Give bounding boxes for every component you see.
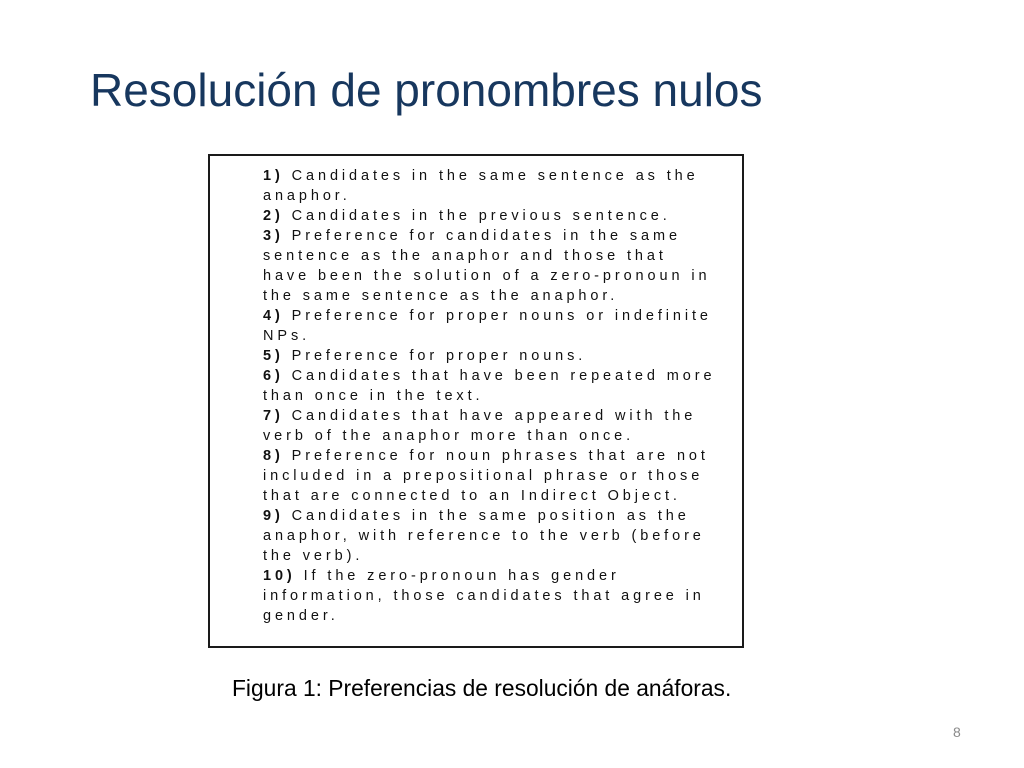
item-line (263, 406, 715, 426)
item-line (263, 206, 715, 226)
item-text: Preference for proper nouns. (291, 348, 587, 364)
item-text: Candidates that have been repeated more (291, 368, 716, 384)
preference-list (263, 166, 715, 626)
figure-caption: Figura 1: Preferencias de resolución de anáforas. (232, 675, 732, 701)
list-item-9 (263, 506, 715, 566)
item-text: Candidates that have appeared with the (291, 408, 697, 424)
item-line: sentence as the anaphor and those that (263, 248, 667, 264)
item-line (263, 506, 715, 526)
list-item-5 (263, 346, 715, 366)
item-text: Preference for noun phrases that are not (291, 448, 709, 464)
item-line: included in a prepositional phrase or those (263, 468, 704, 484)
item-number: 10) (263, 568, 296, 584)
item-line (263, 446, 715, 466)
item-line: anaphor. (263, 188, 351, 204)
item-line: information, those candidates that agree in (263, 588, 705, 604)
item-line (263, 366, 715, 386)
list-item-10 (263, 566, 715, 626)
item-line (263, 346, 715, 366)
item-number: 5) (263, 348, 284, 364)
page-number: 8 (953, 724, 961, 740)
item-number: 4) (263, 308, 284, 324)
item-line: that are connected to an Indirect Object. (263, 488, 681, 504)
item-number: 1) (263, 168, 284, 184)
item-text: Candidates in the same position as the (291, 508, 690, 524)
item-text: Candidates in the previous sentence. (291, 208, 671, 224)
item-number: 3) (263, 228, 284, 244)
item-line: gender. (263, 608, 339, 624)
item-line: anaphor, with reference to the verb (before (263, 528, 705, 544)
item-line (263, 566, 715, 586)
item-text: If the zero-pronoun has gender (303, 568, 620, 584)
list-item-1 (263, 166, 715, 206)
item-line (263, 166, 715, 186)
list-item-3 (263, 226, 715, 306)
item-number: 7) (263, 408, 284, 424)
item-line: have been the solution of a zero-pronoun in (263, 268, 711, 284)
item-line: the verb). (263, 548, 364, 564)
item-text: Preference for candidates in the same (291, 228, 681, 244)
item-number: 2) (263, 208, 284, 224)
list-item-8 (263, 446, 715, 506)
item-line (263, 306, 715, 326)
list-item-6 (263, 366, 715, 406)
list-item-4 (263, 306, 715, 346)
item-line: NPs. (263, 328, 311, 344)
item-text: Candidates in the same sentence as the (291, 168, 699, 184)
list-item-2 (263, 206, 715, 226)
item-line: verb of the anaphor more than once. (263, 428, 635, 444)
list-item-7 (263, 406, 715, 446)
item-number: 9) (263, 508, 284, 524)
item-number: 6) (263, 368, 284, 384)
slide-title: Resolución de pronombres nulos (90, 64, 763, 116)
item-number: 8) (263, 448, 284, 464)
item-line (263, 226, 715, 246)
item-line: than once in the text. (263, 388, 484, 404)
item-text: Preference for proper nouns or indefinite (291, 308, 712, 324)
item-line: the same sentence as the anaphor. (263, 288, 619, 304)
